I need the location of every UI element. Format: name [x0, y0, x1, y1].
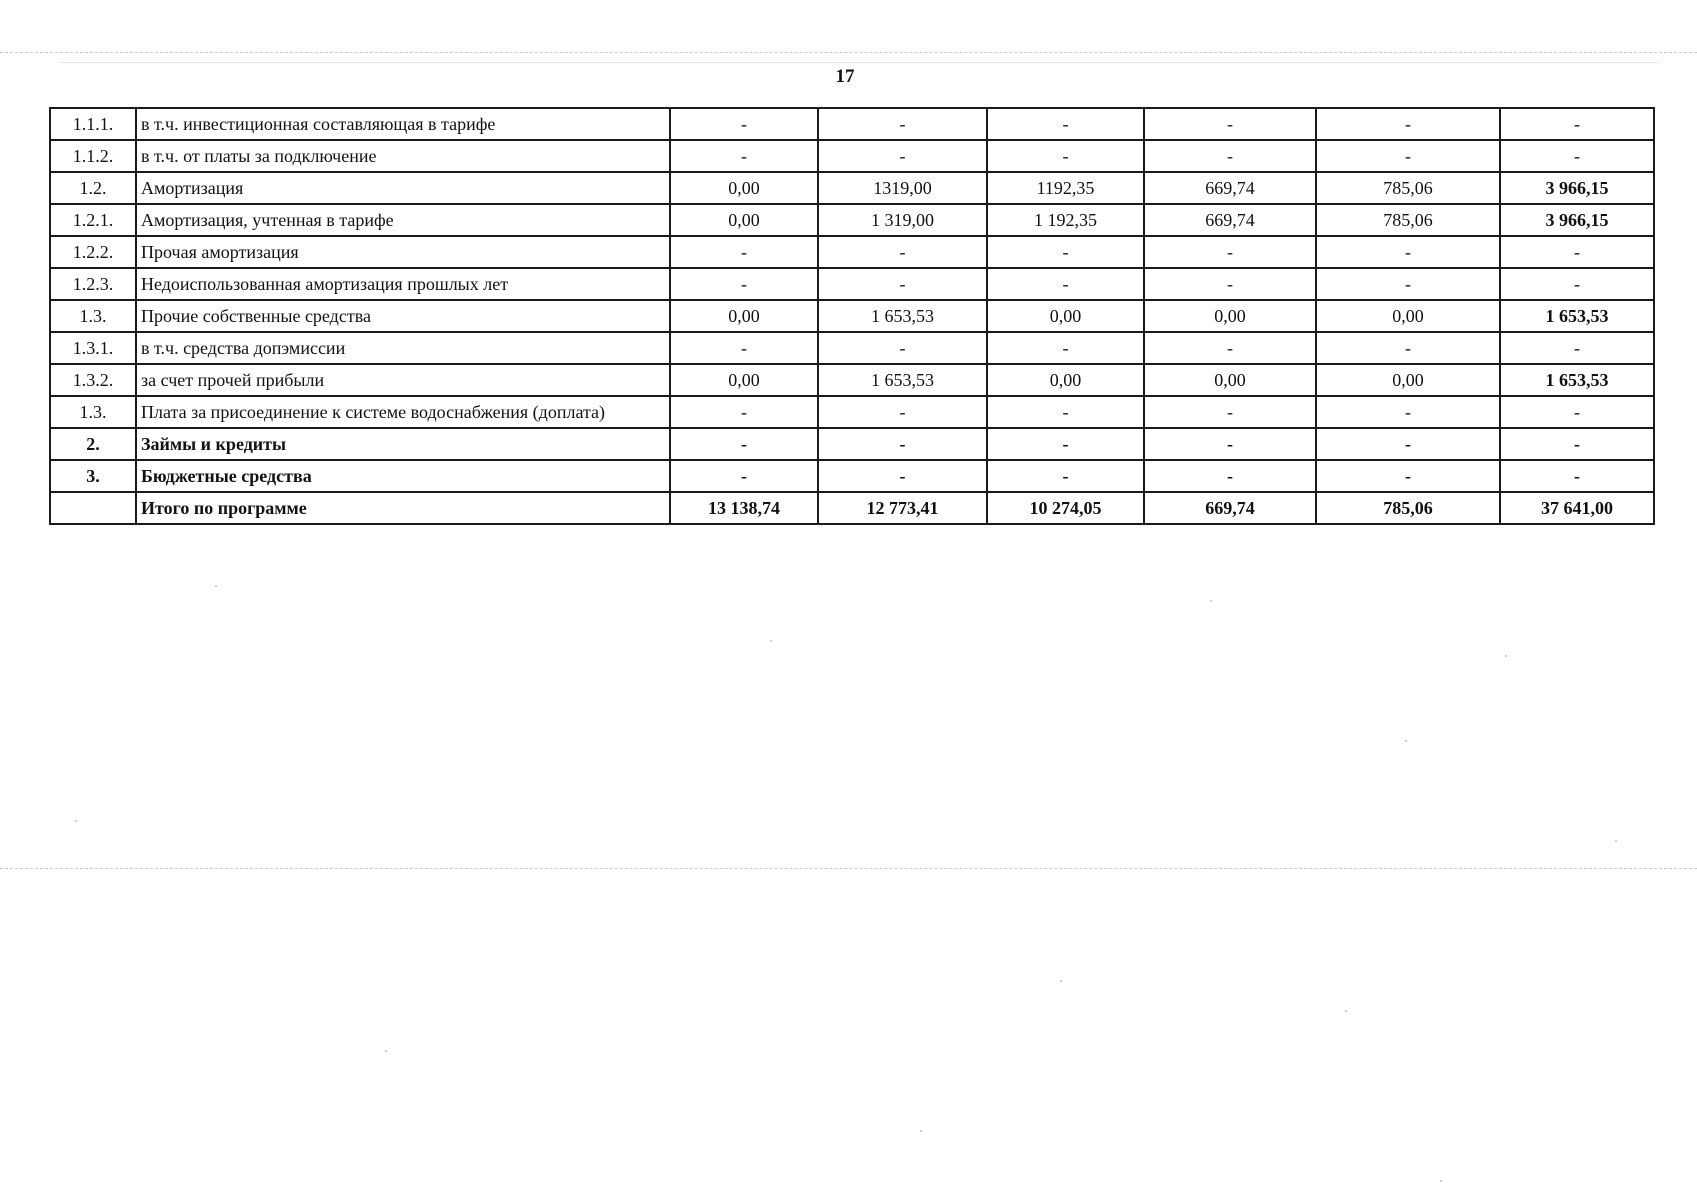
scan-speck	[215, 585, 217, 587]
value-cell: 13 138,74	[670, 492, 818, 524]
value-cell: -	[1316, 396, 1500, 428]
value-cell: 0,00	[670, 364, 818, 396]
value-cell: -	[987, 236, 1144, 268]
value-cell: 1319,00	[818, 172, 987, 204]
value-cell: 785,06	[1316, 204, 1500, 236]
value-cell: 0,00	[670, 204, 818, 236]
scan-speck	[1440, 1180, 1442, 1182]
value-cell: 0,00	[670, 300, 818, 332]
value-cell: 12 773,41	[818, 492, 987, 524]
value-cell: 785,06	[1316, 492, 1500, 524]
value-cell: -	[1500, 332, 1654, 364]
value-cell: 37 641,00	[1500, 492, 1654, 524]
table-row	[50, 140, 1654, 172]
value-cell: -	[1316, 332, 1500, 364]
value-cell: -	[987, 332, 1144, 364]
table-row	[50, 236, 1654, 268]
row-number-cell: 1.3.	[50, 396, 136, 428]
scan-speck	[1405, 740, 1407, 742]
value-cell: -	[1144, 428, 1316, 460]
table-row	[50, 268, 1654, 300]
table-row	[50, 300, 1654, 332]
table-row	[50, 172, 1654, 204]
value-cell: 0,00	[1144, 364, 1316, 396]
row-number-cell: 1.2.2.	[50, 236, 136, 268]
value-cell: -	[1144, 236, 1316, 268]
value-cell: 1192,35	[987, 172, 1144, 204]
value-cell: 0,00	[1144, 300, 1316, 332]
row-number-cell: 1.2.1.	[50, 204, 136, 236]
scan-speck	[1615, 840, 1617, 842]
value-cell: -	[1144, 140, 1316, 172]
value-cell: -	[1144, 396, 1316, 428]
scan-speck	[1345, 1010, 1347, 1012]
value-cell: 10 274,05	[987, 492, 1144, 524]
row-number-cell: 1.3.1.	[50, 332, 136, 364]
table-row	[50, 428, 1654, 460]
row-label-cell: Недоиспользованная амортизация прошлых лет	[136, 268, 670, 300]
value-cell: 1 319,00	[818, 204, 987, 236]
value-cell: 669,74	[1144, 492, 1316, 524]
row-number-cell	[50, 492, 136, 524]
value-cell: -	[818, 396, 987, 428]
table-row	[50, 332, 1654, 364]
row-number-cell: 1.1.1.	[50, 108, 136, 140]
value-cell: -	[1316, 268, 1500, 300]
value-cell: 669,74	[1144, 204, 1316, 236]
value-cell: -	[670, 108, 818, 140]
row-label-cell: в т.ч. от платы за подключение	[136, 140, 670, 172]
value-cell: -	[987, 140, 1144, 172]
value-cell: -	[987, 460, 1144, 492]
value-cell: -	[1316, 460, 1500, 492]
value-cell: -	[1500, 108, 1654, 140]
value-cell: 1 653,53	[818, 300, 987, 332]
value-cell: 0,00	[1316, 300, 1500, 332]
value-cell: -	[818, 428, 987, 460]
row-number-cell: 1.3.	[50, 300, 136, 332]
scan-speck	[385, 1050, 387, 1052]
value-cell: -	[987, 396, 1144, 428]
value-cell: -	[818, 108, 987, 140]
value-cell: 1 653,53	[1500, 300, 1654, 332]
value-cell: -	[987, 108, 1144, 140]
value-cell: -	[1144, 108, 1316, 140]
value-cell: -	[1500, 268, 1654, 300]
row-label-cell: Амортизация	[136, 172, 670, 204]
table-row	[50, 396, 1654, 428]
row-label-cell: в т.ч. инвестиционная составляющая в тарифе	[136, 108, 670, 140]
value-cell: -	[1500, 236, 1654, 268]
table-row	[50, 204, 1654, 236]
value-cell: 669,74	[1144, 172, 1316, 204]
scan-speck	[1505, 655, 1507, 657]
value-cell: -	[670, 332, 818, 364]
table-row	[50, 492, 1654, 524]
value-cell: -	[818, 236, 987, 268]
value-cell: -	[1500, 140, 1654, 172]
table-row	[50, 108, 1654, 140]
financing-table	[49, 107, 1655, 525]
value-cell: -	[987, 268, 1144, 300]
value-cell: -	[1144, 332, 1316, 364]
row-number-cell: 1.3.2.	[50, 364, 136, 396]
page-number: 17	[835, 66, 855, 87]
value-cell: -	[1144, 268, 1316, 300]
scan-speck	[770, 640, 772, 642]
financing-table-body	[50, 108, 1654, 524]
value-cell: -	[1144, 460, 1316, 492]
value-cell: 0,00	[1316, 364, 1500, 396]
value-cell: -	[1316, 108, 1500, 140]
value-cell: -	[670, 396, 818, 428]
value-cell: -	[670, 428, 818, 460]
row-number-cell: 1.2.	[50, 172, 136, 204]
value-cell: 0,00	[987, 300, 1144, 332]
row-label-cell: Итого по программе	[136, 492, 670, 524]
value-cell: 0,00	[987, 364, 1144, 396]
value-cell: -	[670, 140, 818, 172]
row-number-cell: 1.1.2.	[50, 140, 136, 172]
row-number-cell: 1.2.3.	[50, 268, 136, 300]
value-cell: -	[670, 460, 818, 492]
row-number-cell: 3.	[50, 460, 136, 492]
value-cell: 3 966,15	[1500, 172, 1654, 204]
scan-artifact-line-top	[0, 52, 1697, 53]
value-cell: -	[670, 236, 818, 268]
value-cell: -	[818, 460, 987, 492]
value-cell: 0,00	[670, 172, 818, 204]
table-row	[50, 460, 1654, 492]
scan-speck	[75, 820, 77, 822]
value-cell: -	[1500, 396, 1654, 428]
scan-artifact-line-top-secondary	[60, 62, 1660, 63]
row-label-cell: Бюджетные средства	[136, 460, 670, 492]
value-cell: -	[818, 140, 987, 172]
value-cell: -	[987, 428, 1144, 460]
row-label-cell: Прочая амортизация	[136, 236, 670, 268]
scan-speck	[920, 1130, 922, 1132]
scan-speck	[1060, 980, 1062, 982]
value-cell: -	[670, 268, 818, 300]
row-label-cell: Амортизация, учтенная в тарифе	[136, 204, 670, 236]
value-cell: 1 653,53	[1500, 364, 1654, 396]
value-cell: 1 192,35	[987, 204, 1144, 236]
row-label-cell: за счет прочей прибыли	[136, 364, 670, 396]
value-cell: -	[1500, 460, 1654, 492]
scan-speck	[1210, 600, 1212, 602]
value-cell: -	[1316, 140, 1500, 172]
value-cell: 3 966,15	[1500, 204, 1654, 236]
table-row	[50, 364, 1654, 396]
value-cell: -	[1316, 428, 1500, 460]
scan-artifact-line-middle	[0, 868, 1697, 869]
value-cell: -	[818, 332, 987, 364]
value-cell: -	[1316, 236, 1500, 268]
row-number-cell: 2.	[50, 428, 136, 460]
value-cell: 785,06	[1316, 172, 1500, 204]
row-label-cell: Прочие собственные средства	[136, 300, 670, 332]
row-label-cell: Плата за присоединение к системе водоснабжения (доплата)	[136, 396, 670, 428]
row-label-cell: Займы и кредиты	[136, 428, 670, 460]
value-cell: 1 653,53	[818, 364, 987, 396]
value-cell: -	[1500, 428, 1654, 460]
row-label-cell: в т.ч. средства допэмиссии	[136, 332, 670, 364]
value-cell: -	[818, 268, 987, 300]
